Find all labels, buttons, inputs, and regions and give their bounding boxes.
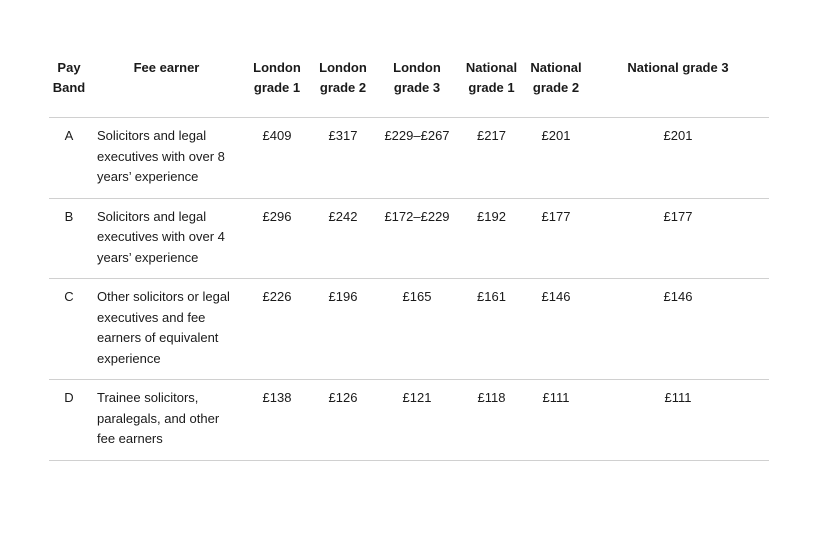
cell-national-grade-1: £192 [458, 198, 525, 279]
header-pay-band: Pay Band [49, 52, 89, 118]
cell-national-grade-2: £111 [525, 380, 587, 461]
table-row [49, 279, 769, 380]
header-fee-earner: Fee earner [89, 52, 244, 118]
hourly-rates-table [49, 52, 769, 461]
table-row [49, 118, 769, 199]
header-national-grade-3: National grade 3 [587, 52, 769, 118]
cell-london-grade-3: £165 [376, 279, 458, 380]
cell-london-grade-1: £138 [244, 380, 310, 461]
header-london-grade-1: London grade 1 [244, 52, 310, 118]
header-london-grade-3: London grade 3 [376, 52, 458, 118]
cell-london-grade-3: £229–£267 [376, 118, 458, 199]
cell-london-grade-3: £172–£229 [376, 198, 458, 279]
cell-london-grade-1: £409 [244, 118, 310, 199]
cell-national-grade-3: £177 [587, 198, 769, 279]
cell-london-grade-1: £296 [244, 198, 310, 279]
table-row [49, 198, 769, 279]
cell-national-grade-2: £146 [525, 279, 587, 380]
header-row [49, 52, 769, 118]
cell-national-grade-1: £217 [458, 118, 525, 199]
cell-national-grade-2: £177 [525, 198, 587, 279]
cell-national-grade-3: £146 [587, 279, 769, 380]
cell-pay-band: C [49, 279, 89, 380]
cell-london-grade-2: £126 [310, 380, 376, 461]
cell-national-grade-1: £118 [458, 380, 525, 461]
cell-fee-earner: Other solicitors or legal executives and fee earners of equivalent experience [89, 279, 244, 380]
cell-fee-earner: Trainee solicitors, paralegals, and other fee earners [89, 380, 244, 461]
cell-london-grade-2: £242 [310, 198, 376, 279]
cell-pay-band: D [49, 380, 89, 461]
cell-national-grade-3: £111 [587, 380, 769, 461]
cell-fee-earner: Solicitors and legal executives with over 8 years’ experience [89, 118, 244, 199]
cell-london-grade-2: £196 [310, 279, 376, 380]
cell-pay-band: A [49, 118, 89, 199]
header-national-grade-1: National grade 1 [458, 52, 525, 118]
cell-pay-band: B [49, 198, 89, 279]
cell-fee-earner: Solicitors and legal executives with over 4 years’ experience [89, 198, 244, 279]
cell-london-grade-1: £226 [244, 279, 310, 380]
rates-table-container [49, 52, 769, 461]
cell-national-grade-1: £161 [458, 279, 525, 380]
cell-london-grade-2: £317 [310, 118, 376, 199]
cell-national-grade-3: £201 [587, 118, 769, 199]
header-london-grade-2: London grade 2 [310, 52, 376, 118]
header-national-grade-2: National grade 2 [525, 52, 587, 118]
cell-london-grade-3: £121 [376, 380, 458, 461]
table-row [49, 380, 769, 461]
cell-national-grade-2: £201 [525, 118, 587, 199]
